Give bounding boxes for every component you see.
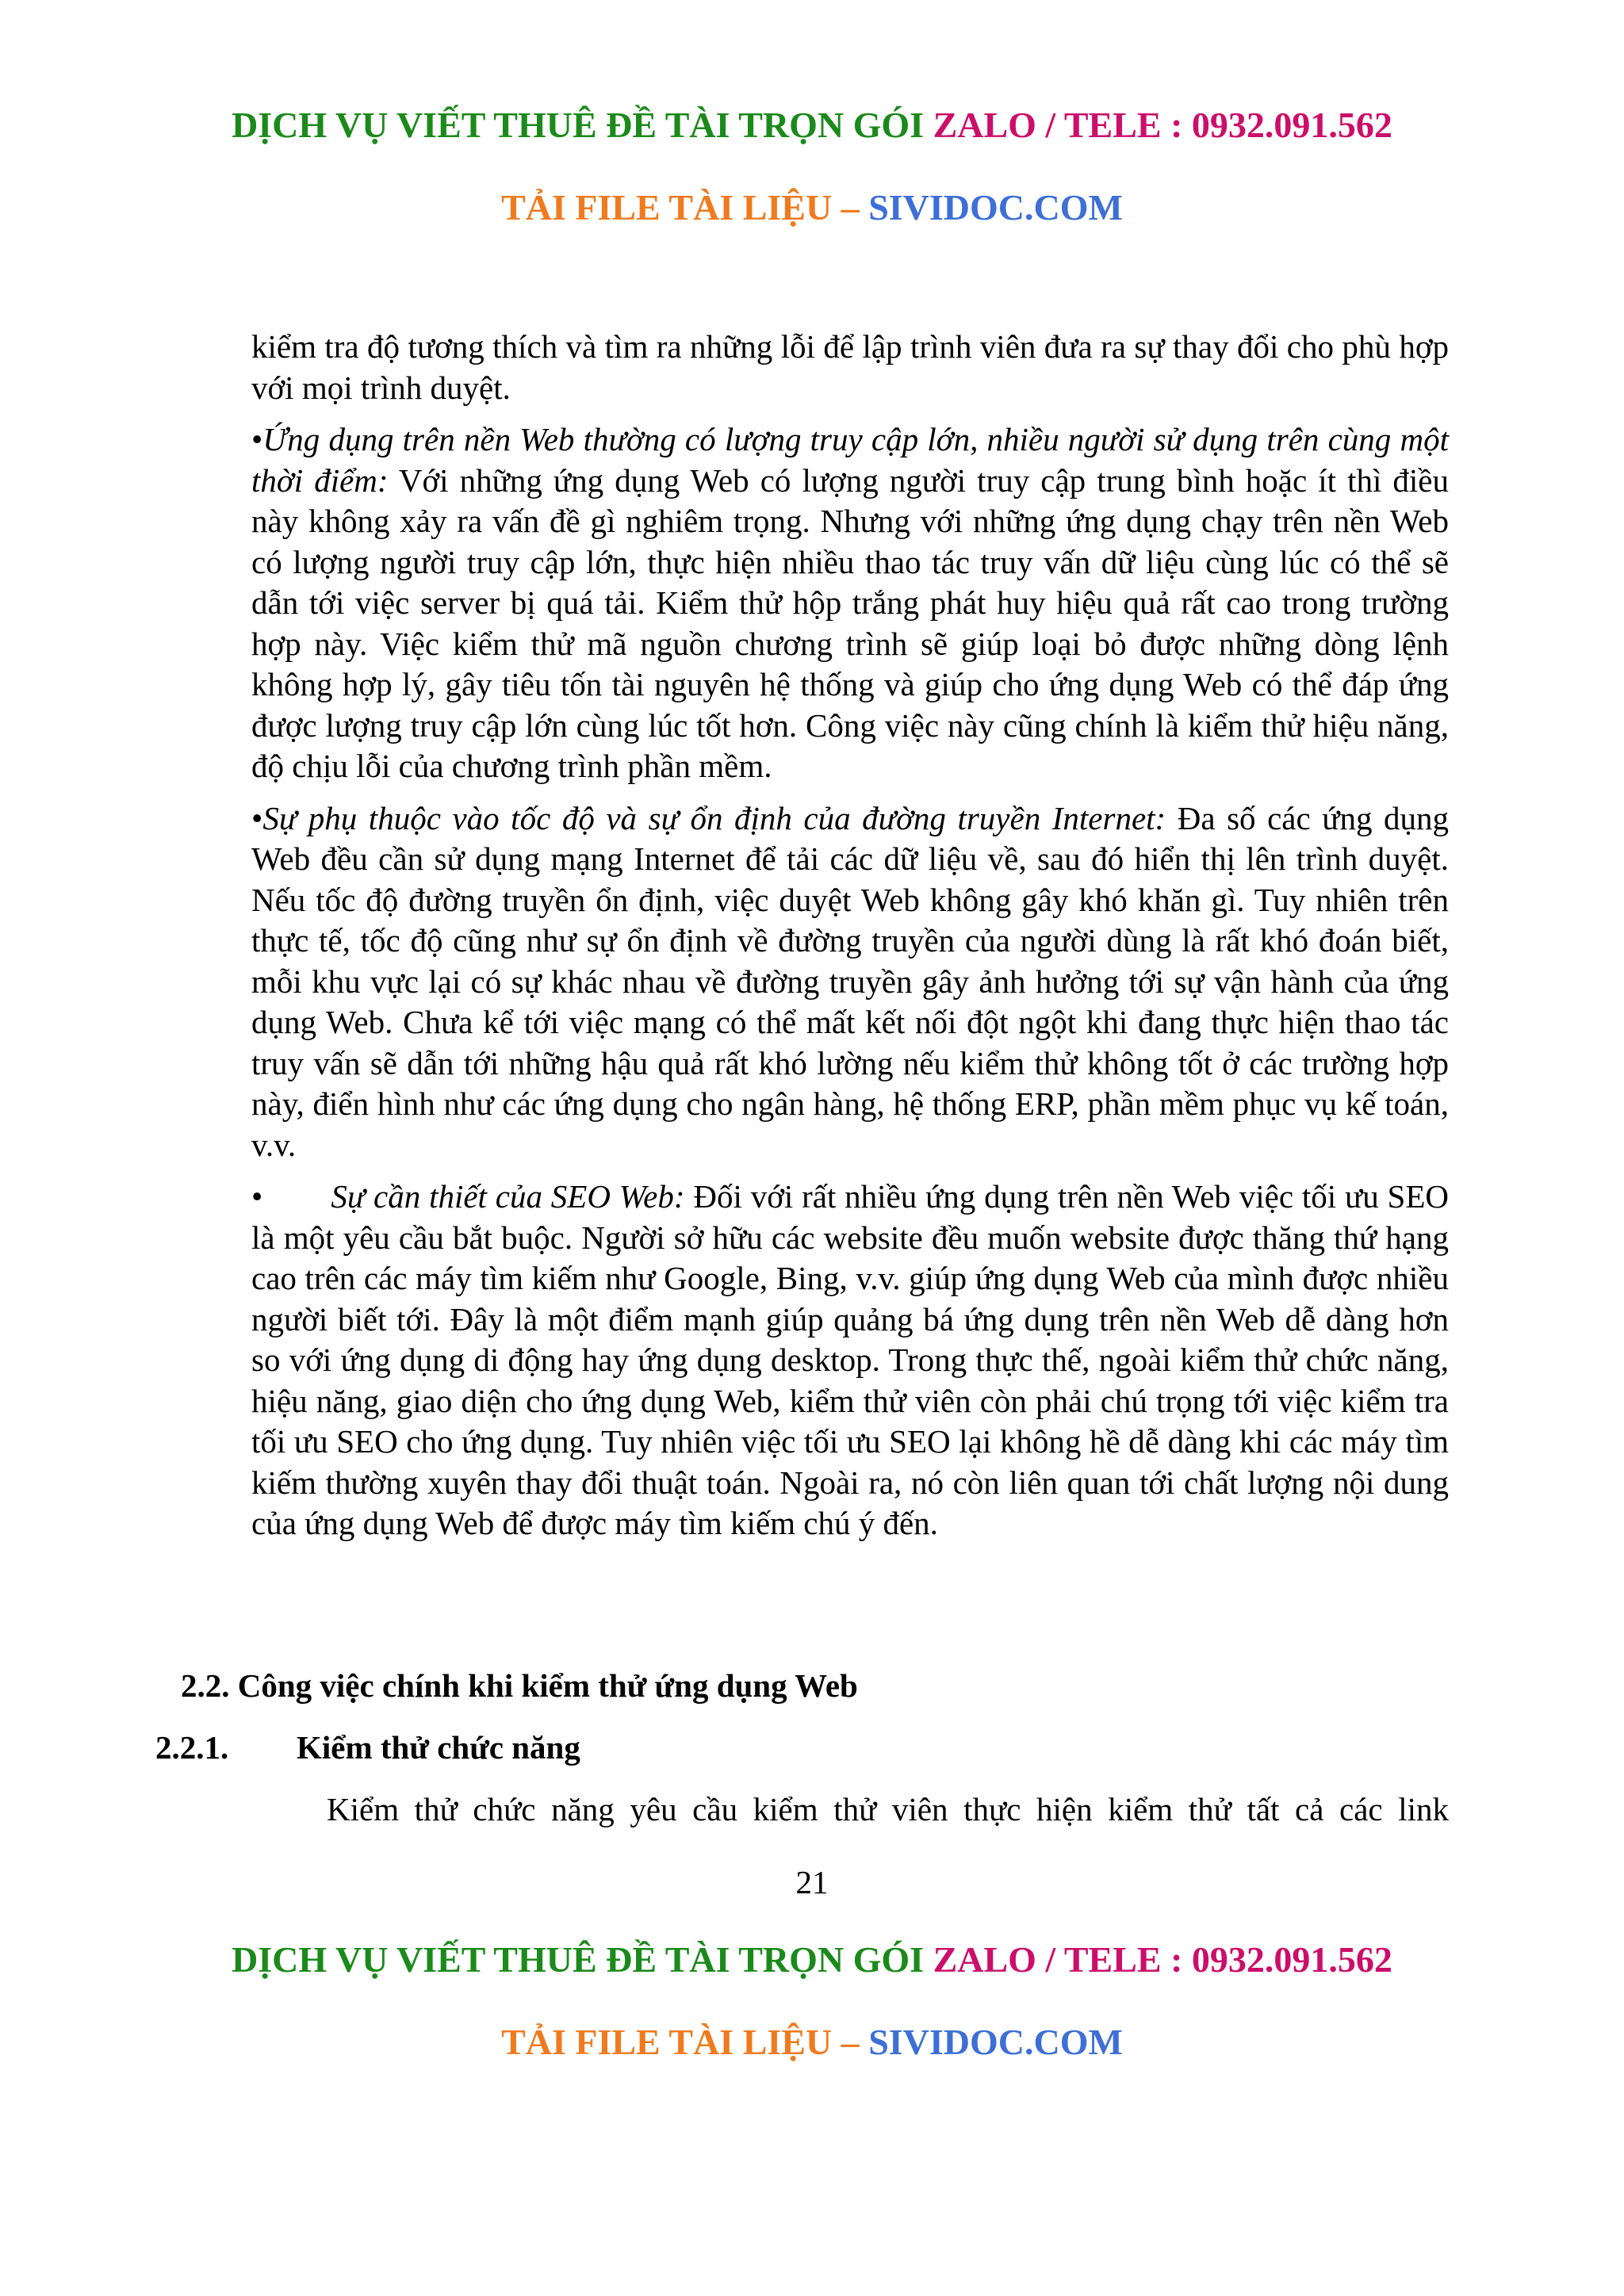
bullet-title: Ứng dụng trên nền Web thường có lượng truy cập lớn, nhiều người sử dụng trên cùng một thời điểm:: [251, 421, 1449, 499]
document-body: [251, 327, 1449, 1544]
banner-download-text: TẢI FILE TÀI LIỆU –: [501, 187, 869, 228]
paragraph-functional-testing: Kiểm thử chức năng yêu cầu kiểm thử viên thực hiện kiểm thử tất cả các link: [327, 1791, 1449, 1827]
bullet-text: Đa số các ứng dụng Web đều cần sử dụng mạng Internet để tải các dữ liệu về, sau đó hiển thị lên trình duyệt. Nếu tốc độ đường truyền ổn định, việc duyệt Web không gây khó khăn gì. Tuy nhiên trên thực tế, tốc độ cũng như sự ổn định về đường truyền của người dùng là rất khó đoán biết, mỗi khu vực lại có sự khác nhau về đường truyền gây ảnh hưởng tới sự vận hành của ứng dụng Web. Chưa kể tới việc mạng có thể mất kết nối đột ngột khi đang thực hiện thao tác truy vấn sẽ dẫn tới những hậu quả rất khó lường nếu kiểm thử không tốt ở các trường hợp này, điển hình như các ứng dụng cho ngân hàng, hệ thống ERP, phần mềm phục vụ kế toán, v.v.: [251, 799, 1449, 1163]
banner-site-link[interactable]: SIVIDOC.COM: [868, 2022, 1123, 2062]
bullet-title: Sự cần thiết của SEO Web:: [331, 1178, 685, 1215]
section-heading-2-2-1: [155, 1727, 580, 1768]
bullet-paragraph-internet: [251, 798, 1449, 1166]
bullet-paragraph-seo: [251, 1177, 1449, 1544]
footer-banner-service: [0, 1936, 1624, 1984]
banner-service-text: DỊCH VỤ VIẾT THUÊ ĐỀ TÀI TRỌN GÓI: [232, 1939, 925, 1980]
banner-site-link[interactable]: SIVIDOC.COM: [868, 187, 1123, 228]
bullet-text: Đối với rất nhiều ứng dụng trên nền Web việc tối ưu SEO là một yêu cầu bắt buộc. Người sở hữu các website đều muốn website được thăng thứ hạng cao trên các máy tìm kiếm như Google, Bing, v.v. giúp ứng dụng Web của mình được nhiều người biết tới. Đây là một điểm mạnh giúp quảng bá ứng dụng trên nền Web dễ dàng hơn so với ứng dụng di động hay ứng dụng desktop. Trong thực thế, ngoài kiểm thử chức năng, hiệu năng, giao diện cho ứng dụng Web, kiểm thử viên còn phải chú trọng tới việc kiểm tra tối ưu SEO cho ứng dụng. Tuy nhiên việc tối ưu SEO lại không hề dễ dàng khi các máy tìm kiếm thường xuyên thay đổi thuật toán. Ngoài ra, nó còn liên quan tới chất lượng nội dung của ứng dụng Web để được máy tìm kiếm chú ý đến.: [251, 1178, 1449, 1541]
section-heading-2-2: 2.2. Công việc chính khi kiểm thử ứng dụng Web: [181, 1667, 858, 1704]
banner-contact-text: ZALO / TELE : 0932.091.562: [933, 105, 1392, 145]
header-banner-service: [0, 101, 1624, 149]
bullet-paragraph-traffic: [251, 419, 1449, 787]
footer-banner-download: [0, 2019, 1624, 2066]
bullet-text: Với những ứng dụng Web có lượng người truy cập trung bình hoặc ít thì điều này không xảy ra vấn đề gì nghiêm trọng. Nhưng với những ứng dụng chạy trên nền Web có lượng người truy cập lớn, thực hiện nhiều thao tác truy vấn dữ liệu cùng lúc có thể sẽ dẫn tới việc server bị quá tải. Kiểm thử hộp trắng phát huy hiệu quả rất cao trong trường hợp này. Việc kiểm thử mã nguồn chương trình sẽ giúp loại bỏ được những dòng lệnh không hợp lý, gây tiêu tốn tài nguyên hệ thống và giúp cho ứng dụng Web có thể đáp ứng được lượng truy cập lớn cùng lúc tốt hơn. Công việc này cũng chính là kiểm thử hiệu năng, độ chịu lỗi của chương trình phần mềm.: [251, 461, 1449, 784]
page-number: 21: [795, 1864, 829, 1900]
banner-download-text: TẢI FILE TÀI LIỆU –: [501, 2022, 869, 2062]
section-title: Kiểm thử chức năng: [297, 1729, 580, 1766]
banner-service-text: DỊCH VỤ VIẾT THUÊ ĐỀ TÀI TRỌN GÓI: [232, 105, 925, 145]
bullet-icon: •: [251, 1178, 263, 1215]
paragraph-continued: kiểm tra độ tương thích và tìm ra những lỗi để lập trình viên đưa ra sự thay đổi cho phù hợp với mọi trình duyệt.: [251, 328, 1449, 406]
section-number: 2.2.1.: [155, 1729, 229, 1766]
banner-contact-text: ZALO / TELE : 0932.091.562: [933, 1939, 1392, 1980]
header-banner-download: [0, 184, 1624, 232]
bullet-icon: •: [251, 799, 263, 836]
bullet-icon: •: [251, 421, 263, 457]
bullet-title: Sự phụ thuộc vào tốc độ và sự ổn định của đường truyền Internet:: [262, 799, 1166, 836]
